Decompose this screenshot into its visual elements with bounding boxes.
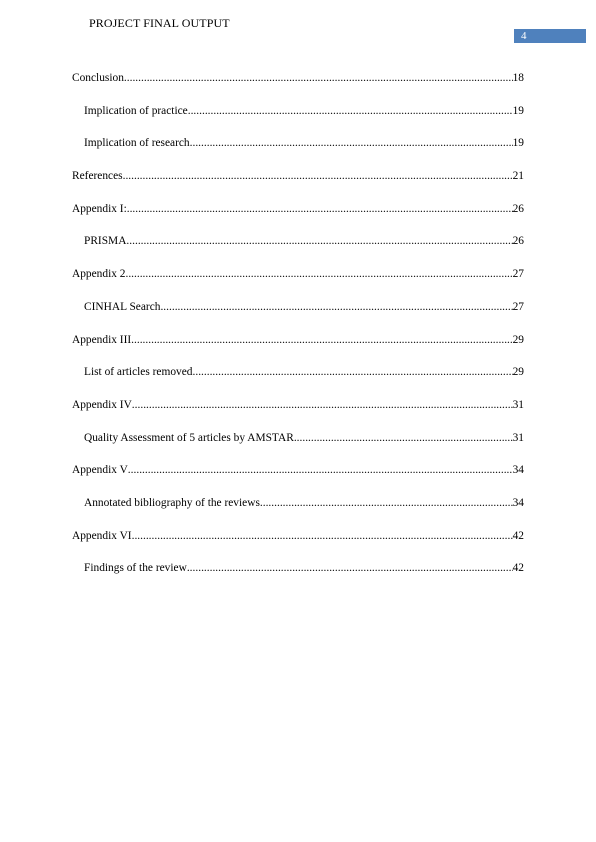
toc-entry-title: Appendix I: [72, 202, 127, 215]
toc-dot-leader [123, 168, 513, 185]
toc-entry-title: Quality Assessment of 5 articles by AMSTAR [84, 431, 294, 444]
toc-entry-appendix-v[interactable] [72, 462, 524, 495]
toc-dot-leader [193, 364, 513, 381]
toc-entry-annotated-bibliography[interactable] [72, 495, 524, 528]
toc-entry-title: Appendix IV [72, 398, 132, 411]
toc-entry-title: PRISMA [84, 235, 127, 248]
toc-entry-page: 31 [512, 398, 524, 411]
toc-entry-conclusion[interactable] [72, 70, 524, 103]
toc-entry-page: 31 [512, 431, 524, 444]
toc-entry-page: 34 [512, 464, 524, 477]
toc-entry-findings-of-the-review[interactable] [72, 560, 524, 593]
toc-entry-cinhal-search[interactable] [72, 299, 524, 332]
toc-entry-list-of-articles-removed[interactable] [72, 364, 524, 397]
toc-entry-page: 26 [512, 202, 524, 215]
toc-entry-references[interactable] [72, 168, 524, 201]
toc-entry-page: 29 [512, 366, 524, 379]
toc-entry-title: CINHAL Search [84, 300, 161, 313]
toc-dot-leader [160, 299, 512, 316]
toc-entry-page: 19 [512, 104, 524, 117]
toc-entry-page: 27 [512, 300, 524, 313]
table-of-contents [72, 70, 524, 593]
toc-entry-implication-of-practice[interactable] [72, 103, 524, 136]
toc-dot-leader [124, 70, 513, 87]
toc-entry-title: References [72, 170, 123, 183]
toc-dot-leader [260, 495, 513, 512]
toc-dot-leader [126, 233, 512, 250]
toc-entry-title: Appendix 2 [72, 268, 126, 281]
toc-entry-page: 18 [512, 72, 524, 84]
toc-entry-title: List of articles removed [84, 366, 193, 379]
toc-dot-leader [190, 135, 513, 152]
toc-entry-appendix-2[interactable] [72, 266, 524, 299]
toc-dot-leader [294, 430, 513, 447]
toc-entry-page: 27 [512, 268, 524, 281]
toc-dot-leader [131, 332, 512, 349]
toc-entry-title: Appendix III [72, 333, 132, 346]
toc-entry-page: 42 [512, 562, 524, 575]
toc-entry-appendix-iv[interactable] [72, 397, 524, 430]
toc-dot-leader [187, 560, 513, 577]
toc-entry-quality-assessment[interactable] [72, 430, 524, 463]
toc-entry-title: Conclusion [72, 72, 124, 84]
toc-dot-leader [127, 201, 513, 218]
toc-entry-appendix-iii[interactable] [72, 332, 524, 365]
toc-dot-leader [132, 397, 513, 414]
toc-entry-title: Appendix VI [72, 529, 132, 542]
toc-entry-title: Implication of research [84, 137, 190, 150]
toc-dot-leader [132, 528, 513, 545]
toc-entry-page: 42 [512, 529, 524, 542]
toc-entry-title: Implication of practice [84, 104, 188, 117]
page-number-badge: 4 [514, 29, 586, 43]
toc-entry-appendix-i[interactable] [72, 201, 524, 234]
toc-entry-page: 26 [512, 235, 524, 248]
toc-entry-appendix-vi[interactable] [72, 528, 524, 561]
running-header: PROJECT FINAL OUTPUT [89, 16, 230, 30]
toc-entry-title: Appendix V [72, 464, 128, 477]
toc-entry-title: Annotated bibliography of the reviews [84, 496, 260, 509]
toc-dot-leader [128, 462, 513, 479]
toc-entry-prisma[interactable] [72, 233, 524, 266]
toc-dot-leader [125, 266, 512, 283]
toc-entry-page: 19 [512, 137, 524, 150]
toc-entry-page: 21 [512, 170, 524, 183]
toc-entry-page: 29 [512, 333, 524, 346]
toc-entry-page: 34 [512, 496, 524, 509]
toc-entry-title: Findings of the review [84, 562, 187, 575]
toc-dot-leader [188, 103, 513, 120]
toc-entry-implication-of-research[interactable] [72, 135, 524, 168]
